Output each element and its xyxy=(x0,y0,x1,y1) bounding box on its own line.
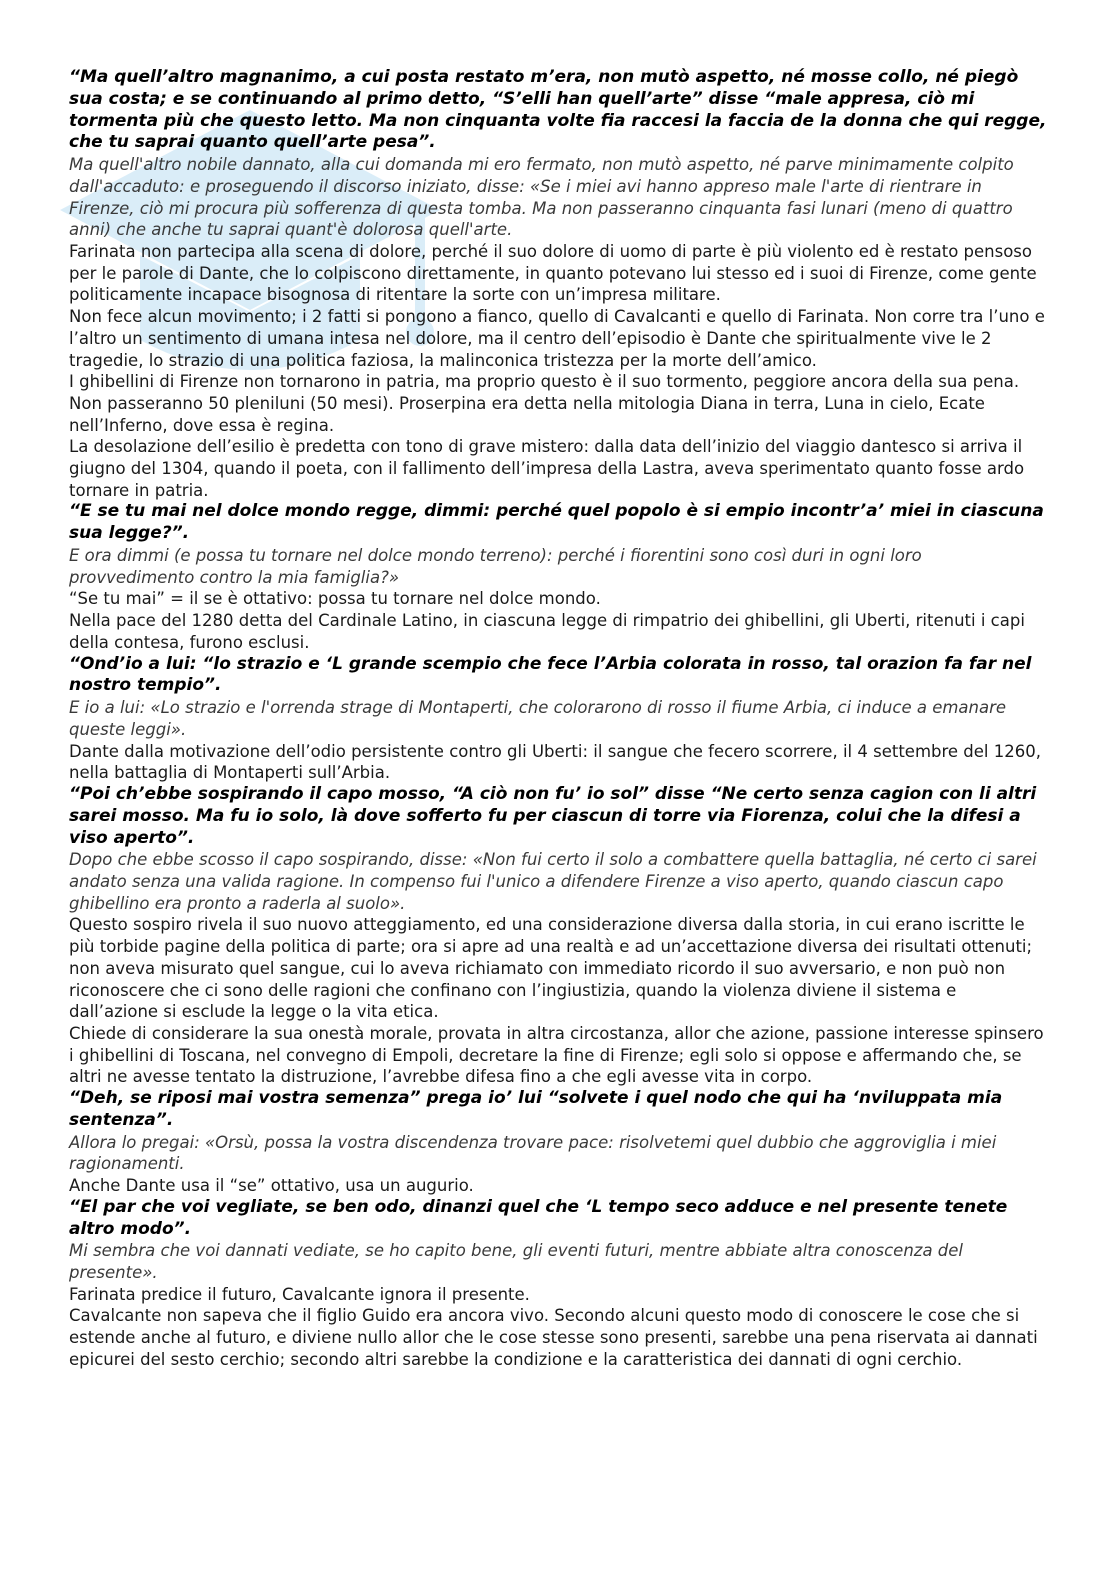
commentary-block: Questo sospiro rivela il suo nuovo atteggiamento, ed una considerazione diversa dalla storia, in cui erano iscritte le più torbide pagine della politica di parte; ora si apre ad una realtà e ad un’accettazione diversa dei risultati ottenuti; non aveva misurato quel sangue, cui lo aveva richiamato con immediato ricordo il suo avversario, e non può non riconoscere che ci sono delle ragioni che confinano con l’ingiustizia, quando la violenza diviene il sistema e dall’azione si esclude la legge o la vita etica. xyxy=(69,915,1033,1022)
document-body xyxy=(69,67,1049,1371)
commentary-block: Nella pace del 1280 detta del Cardinale Latino, in ciascuna legge di rimpatrio dei ghibellini, gli Uberti, ritenuti i capi della contesa, furono esclusi. xyxy=(69,611,1025,652)
commentary-block: Farinata non partecipa alla scena di dolore, perché il suo dolore di uomo di parte è più violento ed è restato pensoso per le parole di Dante, che lo colpiscono direttamente, in quanto potevano lui stesso ed i suoi di Firenze, come gente politicamente incapace bisognosa di ritentare la sorte con un’impresa militare. xyxy=(69,242,1037,305)
commentary-block: Cavalcante non sapeva che il figlio Guido era ancora vivo. Secondo alcuni questo modo di conoscere le cose che si estende anche al futuro, e diviene nullo allor che le cose stesse sono presenti, sarebbe una pena riservata ai dannati epicurei del sesto cerchio; secondo altri sarebbe la condizione e la caratteristica dei dannati di ogni cerchio. xyxy=(69,1306,1038,1369)
verse-block: “Poi ch’ebbe sospirando il capo mosso, “A ciò non fu’ io sol” disse “Ne certo senza cagion con li altri sarei mosso. Ma fu io solo, là dove sofferto fu per ciascun di torre via Fiorenza, colui che la difesi a viso aperto”. xyxy=(69,783,1037,848)
paraphrase-block: Dopo che ebbe scosso il capo sospirando, disse: «Non fui certo il solo a combattere quella battaglia, né certo ci sarei andato senza una valida ragione. In compenso fui l'unico a difendere Firenze a viso aperto, quando ciascun capo ghibellino era pronto a raderla al suolo». xyxy=(69,850,1037,913)
commentary-block: Non passeranno 50 pleniluni (50 mesi). Proserpina era detta nella mitologia Diana in terra, Luna in cielo, Ecate nell’Inferno, dove essa è regina. xyxy=(69,393,985,435)
commentary-block: Chiede di considerare la sua onestà morale, provata in altra circostanza, allor che azione, passione interesse spinsero i ghibellini di Toscana, nel convegno di Empoli, decretare la fine di Firenze; egli solo si oppose e affermando che, se altri ne avesse tentato la distruzione, l’avrebbe difesa fino a che egli avesse vita in corpo. xyxy=(69,1023,1044,1087)
commentary-block: Non fece alcun movimento; i 2 fatti si pongono a fianco, quello di Cavalcanti e quello di Farinata. Non corre tra l’uno e l’altro un sentimento di umana intesa nel dolore, ma il centro dell’episodio è Dante che spiritualmente vive le 2 tragedie, lo strazio di una politica faziosa, la malinconica tristezza per la morte dell’amico. xyxy=(69,307,1045,370)
paraphrase-block: Ma quell'altro nobile dannato, alla cui domanda mi ero fermato, non mutò aspetto, né parve minimamente colpito dall'accaduto: e proseguendo il discorso iniziato, disse: «Se i miei avi hanno appreso male l'arte di rientrare in Firenze, ciò mi procura più sofferenza di questa tomba. Ma non passeranno cinquanta fasi lunari (meno di quattro anni) che anche tu saprai quant'è dolorosa quell'arte. xyxy=(69,155,1014,240)
paraphrase-block: E ora dimmi (e possa tu tornare nel dolce mondo terreno): perché i fiorentini sono così duri in ogni loro provvedimento contro la mia famiglia?» xyxy=(69,546,922,587)
paraphrase-block: E io a lui: «Lo strazio e l'orrenda strage di Montaperti, che colorarono di rosso il fiume Arbia, ci induce a emanare queste leggi». xyxy=(69,698,1007,739)
verse-block: “El par che voi vegliate, se ben odo, dinanzi quel che ‘L tempo seco adduce e nel presente tenete altro modo”. xyxy=(69,1196,1008,1239)
verse-block: “E se tu mai nel dolce mondo regge, dimmi: perché quel popolo è si empio incontr’a’ miei in ciascuna sua legge?”. xyxy=(69,501,1044,544)
verse-block: “Ond’io a lui: “lo strazio e ‘L grande scempio che fece l’Arbia colorata in rosso, tal orazion fa far nel nostro tempio”. xyxy=(69,653,1032,696)
verse-block: “Ma quell’altro magnanimo, a cui posta restato m’era, non mutò aspetto, né mosse collo, né piegò sua costa; e se continuando al primo detto, “S’elli han quell’arte” disse “male appresa, ciò mi tormenta più che questo letto. Ma non cinquanta volte fia raccesi la faccia de la donna che qui regge, che tu saprai quanto quell’arte pesa”. xyxy=(69,67,1047,153)
paraphrase-block: Allora lo pregai: «Orsù, possa la vostra discendenza trovare pace: risolvetemi quel dubbio che aggroviglia i miei ragionamenti. xyxy=(69,1132,997,1174)
commentary-block: Dante dalla motivazione dell’odio persistente contro gli Uberti: il sangue che fecero scorrere, il 4 settembre del 1260, nella battaglia di Montaperti sull’Arbia. xyxy=(69,741,1042,783)
commentary-block: I ghibellini di Firenze non tornarono in patria, ma proprio questo è il suo tormento, peggiore ancora della sua pena. xyxy=(69,372,1020,392)
commentary-block: Farinata predice il futuro, Cavalcante ignora il presente. xyxy=(69,1284,530,1304)
commentary-block: “Se tu mai” = il se è ottativo: possa tu tornare nel dolce mondo. xyxy=(69,589,601,609)
commentary-block: Anche Dante usa il “se” ottativo, usa un augurio. xyxy=(69,1176,474,1196)
paraphrase-block: Mi sembra che voi dannati vediate, se ho capito bene, gli eventi futuri, mentre abbiate altra conoscenza del presente». xyxy=(69,1241,964,1283)
verse-block: “Deh, se riposi mai vostra semenza” prega io’ lui “solvete i quel nodo che qui ha ‘nviluppata mia sentenza”. xyxy=(69,1088,1003,1130)
commentary-block: La desolazione dell’esilio è predetta con tono di grave mistero: dalla data dell’inizio del viaggio dantesco si arriva il giugno del 1304, quando il poeta, con il fallimento dell’impresa della Lastra, aveva sperimentato quanto fosse ardo tornare in patria. xyxy=(69,437,1025,500)
